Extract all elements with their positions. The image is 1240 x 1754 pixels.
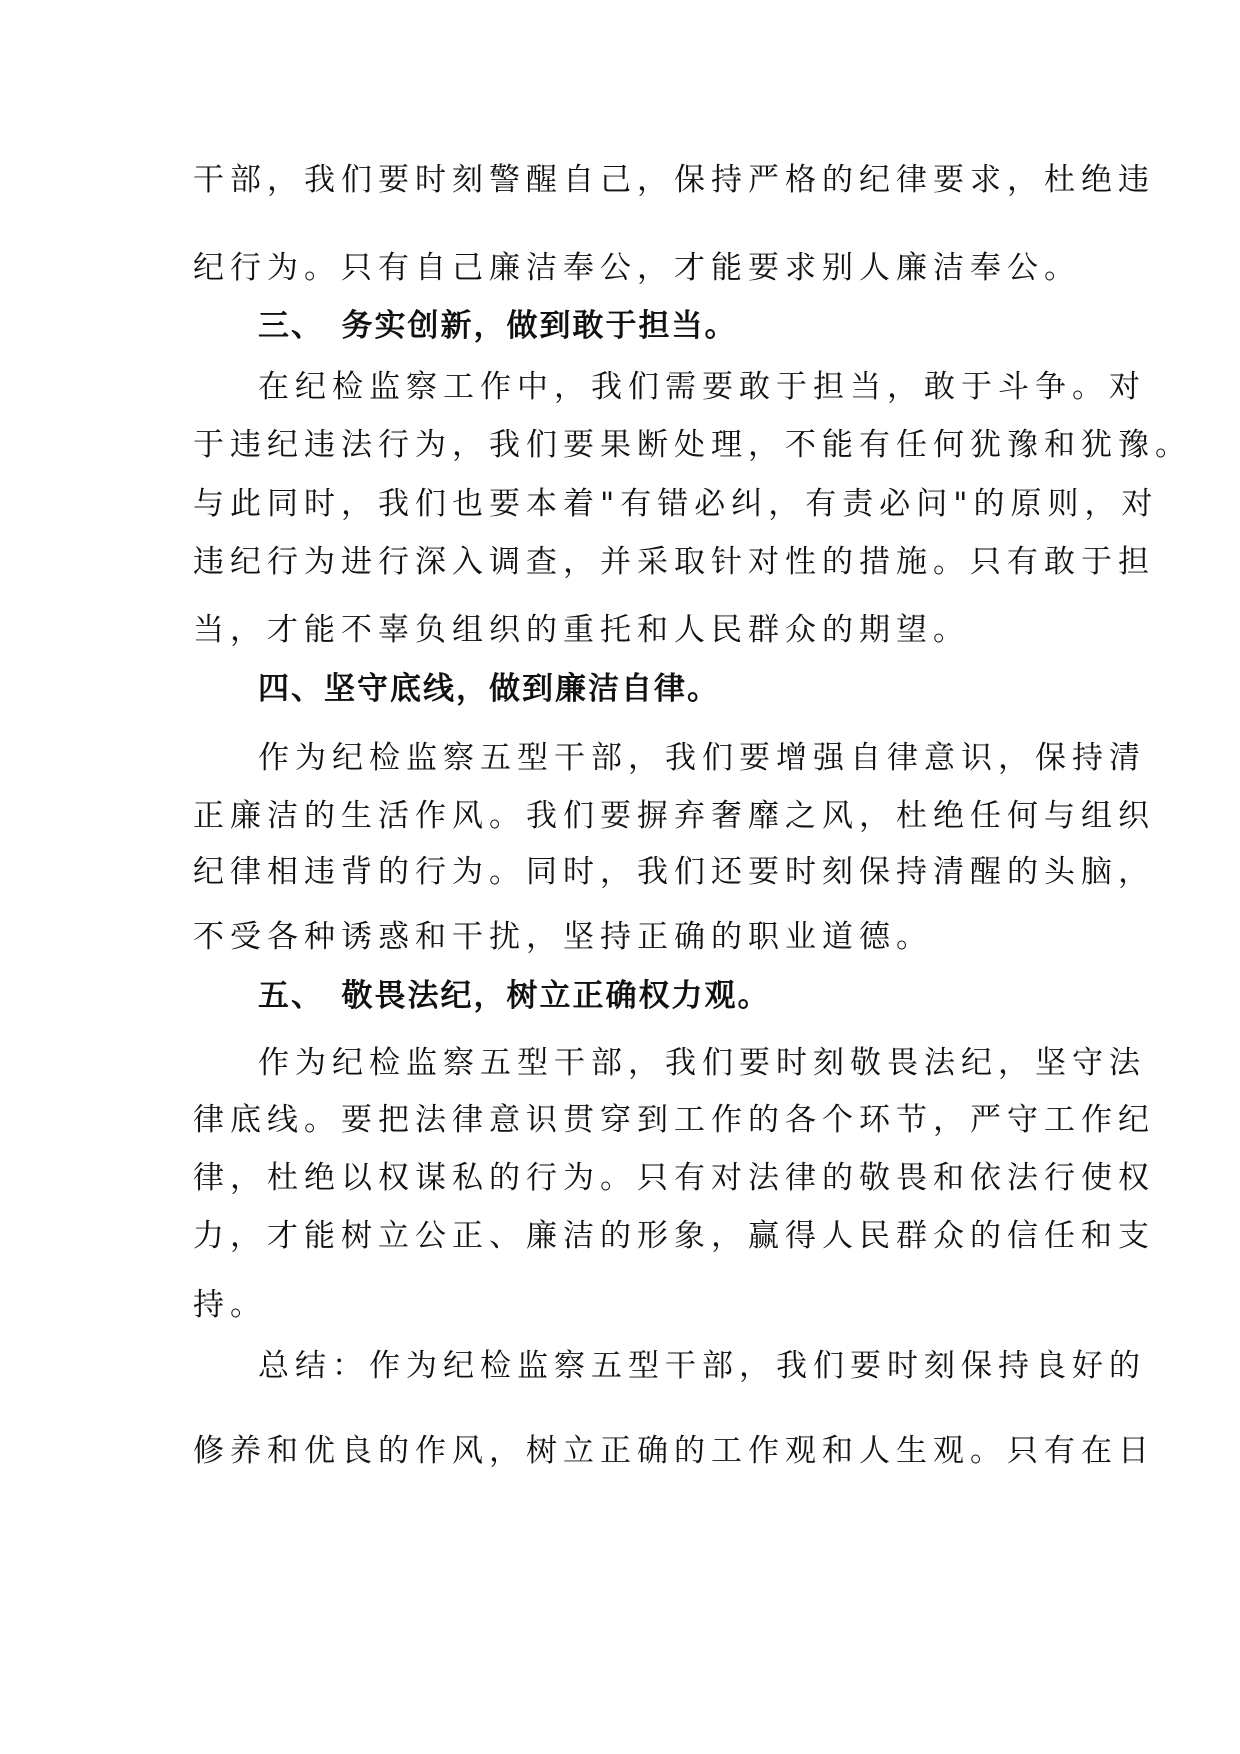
text-line: 纪律相违背的行为。同时，我们还要时刻保持清醒的头脑， [193, 854, 1155, 890]
section-heading-3: 三、 务实创新，做到敢于担当。 [258, 308, 738, 344]
text-line: 持。 [193, 1287, 267, 1323]
text-line: 违纪行为进行深入调查，并采取针对性的措施。只有敢于担 [193, 544, 1155, 580]
text-line: 力，才能树立公正、廉洁的形象，赢得人民群众的信任和支 [193, 1218, 1155, 1254]
text-line: 正廉洁的生活作风。我们要摒弃奢靡之风，杜绝任何与组织 [193, 798, 1155, 834]
text-line: 干部，我们要时刻警醒自己，保持严格的纪律要求，杜绝违 [193, 162, 1155, 198]
section-heading-5: 五、 敬畏法纪，树立正确权力观。 [258, 978, 771, 1014]
text-line: 作为纪检监察五型干部，我们要时刻敬畏法纪，坚守法 [258, 1045, 1146, 1081]
text-line: 不受各种诱惑和干扰，坚持正确的职业道德。 [193, 919, 933, 955]
text-line: 律，杜绝以权谋私的行为。只有对法律的敬畏和依法行使权 [193, 1160, 1155, 1196]
section-heading-4: 四、坚守底线，做到廉洁自律。 [258, 671, 720, 707]
text-line: 作为纪检监察五型干部，我们要增强自律意识，保持清 [258, 740, 1146, 776]
text-line: 与此同时，我们也要本着"有错必纠，有责必问"的原则，对 [193, 486, 1159, 522]
text-line: 当，才能不辜负组织的重托和人民群众的期望。 [193, 612, 970, 648]
text-line: 在纪检监察工作中，我们需要敢于担当，敢于斗争。对 [258, 369, 1146, 405]
text-line: 律底线。要把法律意识贯穿到工作的各个环节，严守工作纪 [193, 1102, 1155, 1138]
text-line: 纪行为。只有自己廉洁奉公，才能要求别人廉洁奉公。 [193, 250, 1081, 286]
text-line: 修养和优良的作风，树立正确的工作观和人生观。只有在日 [193, 1433, 1155, 1469]
text-line: 于违纪违法行为，我们要果断处理，不能有任何犹豫和犹豫。 [193, 427, 1192, 463]
text-line: 总结：作为纪检监察五型干部，我们要时刻保持良好的 [258, 1348, 1146, 1384]
